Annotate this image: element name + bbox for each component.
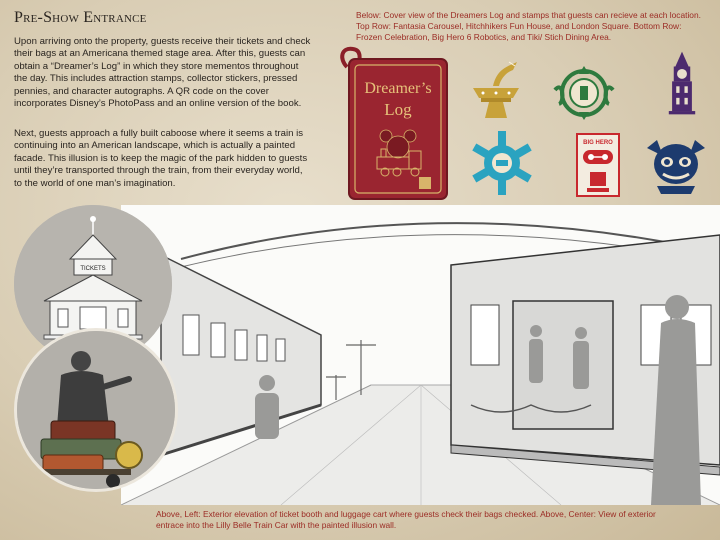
hitchhikers-fun-house-stamp-icon	[551, 60, 617, 126]
page-title: Pre-Show Entrance	[14, 9, 147, 26]
sketches-caption: Above, Left: Exterior elevation of ticket booth and luggage cart where guests check their bags checked. Above, Center: View of exterior entrace into the Lilly Belle Train Car with the painted illusion wall.	[156, 509, 656, 531]
fantasia-carousel-stamp-icon	[463, 58, 529, 124]
booth-sign-label: TICKETS	[80, 266, 106, 272]
train-station-entrance-sketch	[121, 205, 720, 505]
tiki-stitch-dining-stamp-icon	[643, 130, 709, 196]
london-square-clock-tower-stamp-icon	[649, 50, 715, 116]
dreamers-log-book-image	[337, 45, 453, 205]
stamps-caption: Below: Cover view of the Dreamers Log and stamps that guests can recieve at each location. Top Row: Fantasia Carousel, Hitchhikers Fun House, and London Square. Bottom Row: Frozen Celebration, Big Hero 6 Robotics, and Tiki/ Stich Dining Area.	[356, 10, 701, 43]
big-hero-6-robotics-stamp-icon	[565, 132, 631, 198]
intro-paragraph: Upon arriving onto the property, guests receive their tickets and check their bags at an Americana themed stage area. After this, guests can obtain a “Dreamer’s Log” in which they store mementos throughout the day. This includes attraction stamps, collector stickers, pressed pennies, and character autographs. A QR code on the cover incorporates Disney’s PhotoPass and an online version of the book.	[14, 36, 311, 110]
bighero-stamp-label: BIG HERO	[583, 140, 613, 146]
frozen-celebration-snowflake-stamp-icon	[469, 130, 535, 196]
qr-code-icon	[419, 177, 431, 189]
luggage-cart-sketch	[14, 328, 178, 492]
book-title-line2: Log	[384, 100, 412, 119]
caboose-paragraph: Next, guests approach a fully built caboose where it seems a train is continuing into an American landscape, which is actually a painted facade. This illusion is to keep the magic of the park hidden to guests until they’re transported through the train, from their everyday world, to the world of one man’s imagination.	[14, 128, 308, 189]
book-title-line1: Dreamer’s	[364, 80, 432, 97]
